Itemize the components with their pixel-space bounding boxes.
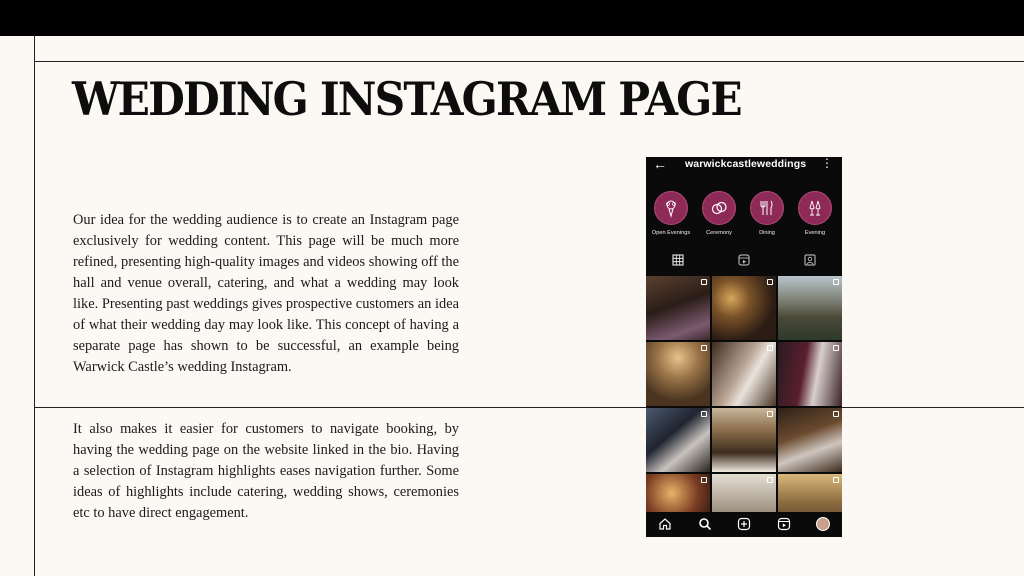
- grid-photo-banquet-hall[interactable]: [646, 276, 710, 340]
- middle-divider-line: [34, 407, 1024, 408]
- bottom-navigation: [646, 512, 842, 537]
- multi-photo-icon: [701, 477, 707, 483]
- create-icon[interactable]: [737, 517, 751, 531]
- reel-badge-icon: [701, 279, 707, 285]
- paragraph-intro: Our idea for the wedding audience is to create an Instagram page exclusively for wedding content. This page will be much more refined, presenting high-quality images and videos showing off the hall and venue overall, catering, and what a wedding may look like. Presenting past weddings gives prospective customers an idea of what their wedding day may look like. This concept of having a separate page has shown to be successful, an example being Warwick Castle’s wedding Instagram.: [73, 212, 459, 375]
- grid-photo-couple-kiss[interactable]: [712, 342, 776, 406]
- grid-photo-couple-arch[interactable]: [778, 408, 842, 472]
- highlight-label: Evening: [804, 230, 826, 236]
- multi-photo-icon: [833, 345, 839, 351]
- grid-photo-couple-window[interactable]: [646, 408, 710, 472]
- story-highlights: [646, 191, 842, 243]
- back-arrow-icon[interactable]: ←: [653, 157, 667, 172]
- paragraph-navigation: It also makes it easier for customers to navigate booking, by having the wedding page on the website linked in the bio. Having a selection of Instagram highlights eases navigation further. Some ideas of highlights include catering, wedding shows, ceremonies etc to have direct engagement.: [73, 421, 459, 521]
- tagged-icon[interactable]: [804, 253, 818, 267]
- top-black-bar: [0, 0, 1024, 36]
- slide-title: WEDDING INSTAGRAM PAGE: [72, 72, 741, 126]
- multi-photo-icon: [767, 279, 773, 285]
- more-options-icon[interactable]: ⋮: [821, 157, 833, 170]
- home-icon[interactable]: [658, 517, 672, 531]
- grid-photo-castle-courtyard[interactable]: [778, 276, 842, 340]
- grid-photo-reception-table[interactable]: [712, 276, 776, 340]
- profile-tabs: [646, 253, 842, 267]
- highlight-label: Open Evenings: [651, 230, 691, 236]
- rings-icon: [702, 191, 736, 225]
- grid-photo-couple-portrait[interactable]: [778, 342, 842, 406]
- grid-photo-chandelier-hall[interactable]: [646, 342, 710, 406]
- left-divider-line: [34, 36, 35, 576]
- cutlery-icon: [750, 191, 784, 225]
- reels-nav-icon[interactable]: [777, 517, 791, 531]
- photo-grid: [646, 276, 842, 508]
- grid-icon[interactable]: [672, 253, 686, 267]
- highlight-label: Ceremony: [706, 230, 732, 236]
- reels-icon[interactable]: [738, 253, 752, 267]
- search-icon[interactable]: [698, 517, 712, 531]
- multi-photo-icon: [767, 411, 773, 417]
- highlight-ceremony[interactable]: [696, 191, 742, 236]
- multi-photo-icon: [767, 477, 773, 483]
- instagram-header: [646, 157, 842, 185]
- highlight-evening[interactable]: [792, 191, 838, 236]
- highlight-open-evenings[interactable]: [648, 191, 694, 236]
- grid-photo-castle-tower[interactable]: [712, 408, 776, 472]
- instagram-phone-screenshot: [646, 157, 842, 537]
- champagne-icon: [798, 191, 832, 225]
- top-divider-line: [34, 61, 1024, 62]
- highlight-dining[interactable]: [744, 191, 790, 236]
- profile-username: warwickcastleweddings: [685, 158, 807, 170]
- multi-photo-icon: [767, 345, 773, 351]
- multi-photo-icon: [833, 477, 839, 483]
- multi-photo-icon: [833, 411, 839, 417]
- bouquet-icon: [654, 191, 688, 225]
- profile-avatar[interactable]: [816, 517, 830, 531]
- multi-photo-icon: [833, 279, 839, 285]
- reel-badge-icon: [701, 411, 707, 417]
- reel-badge-icon: [701, 345, 707, 351]
- highlight-label: Dining: [759, 230, 775, 236]
